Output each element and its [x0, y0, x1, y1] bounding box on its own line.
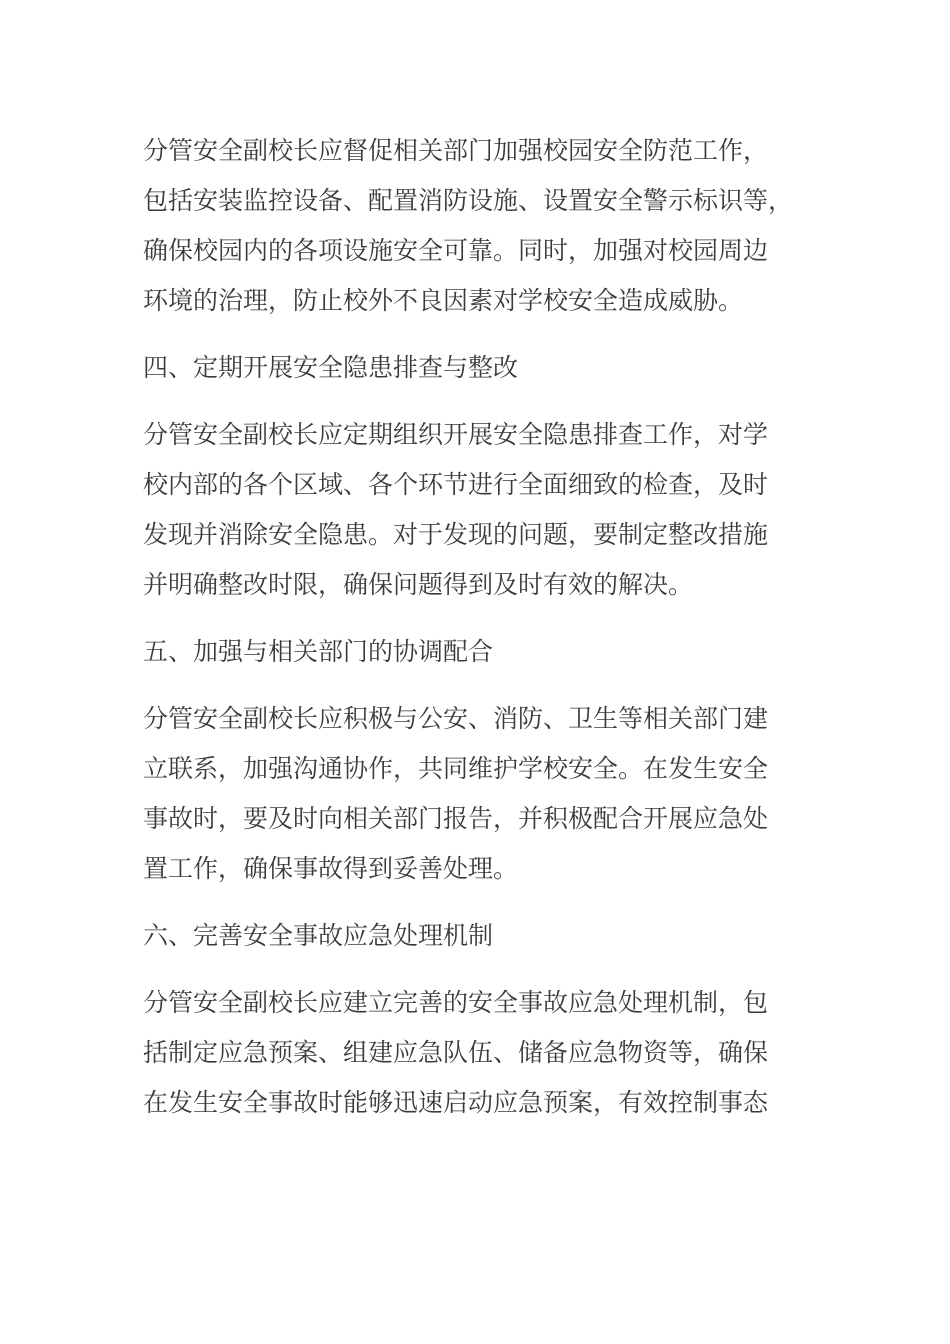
- text-line: 在发生安全事故时能够迅速启动应急预案，有效控制事态: [143, 1088, 769, 1117]
- text-line: 校内部的各个区域、各个环节进行全面细致的检查，及时: [143, 470, 769, 499]
- paragraph-campus-prevention: [143, 126, 808, 326]
- spacer: [143, 961, 808, 978]
- spacer: [143, 610, 808, 627]
- text-line: 确保校园内的各项设施安全可靠。同时，加强对校园周边: [143, 236, 769, 265]
- text-line: 发现并消除安全隐患。对于发现的问题，要制定整改措施: [143, 520, 769, 549]
- spacer: [143, 393, 808, 410]
- text-line: 括制定应急预案、组建应急队伍、储备应急物资等，确保: [143, 1038, 769, 1067]
- document-page: [143, 126, 808, 1128]
- paragraph-hazard-inspection: [143, 410, 808, 610]
- section-heading-6: 六、完善安全事故应急处理机制: [143, 921, 494, 950]
- section-heading-5: 五、加强与相关部门的协调配合: [143, 637, 494, 666]
- text-line: 立联系，加强沟通协作，共同维护学校安全。在发生安全: [143, 754, 769, 783]
- section-heading-4: 四、定期开展安全隐患排查与整改: [143, 353, 519, 382]
- text-line: 事故时，要及时向相关部门报告，并积极配合开展应急处: [143, 804, 769, 833]
- text-line: 分管安全副校长应积极与公安、消防、卫生等相关部门建: [143, 704, 769, 733]
- text-line: 分管安全副校长应建立完善的安全事故应急处理机制，包: [143, 988, 769, 1017]
- text-line: 并明确整改时限，确保问题得到及时有效的解决。: [143, 570, 694, 599]
- text-line: 分管安全副校长应督促相关部门加强校园安全防范工作，: [143, 136, 769, 165]
- text-line: 置工作，确保事故得到妥善处理。: [143, 854, 519, 883]
- spacer: [143, 677, 808, 694]
- text-line: 包括安装监控设备、配置消防设施、设置安全警示标识等，: [143, 186, 794, 215]
- spacer: [143, 326, 808, 343]
- text-line: 环境的治理，防止校外不良因素对学校安全造成威胁。: [143, 286, 744, 315]
- paragraph-emergency-mechanism: [143, 978, 808, 1128]
- paragraph-department-coordination: [143, 694, 808, 894]
- spacer: [143, 894, 808, 911]
- text-line: 分管安全副校长应定期组织开展安全隐患排查工作，对学: [143, 420, 769, 449]
